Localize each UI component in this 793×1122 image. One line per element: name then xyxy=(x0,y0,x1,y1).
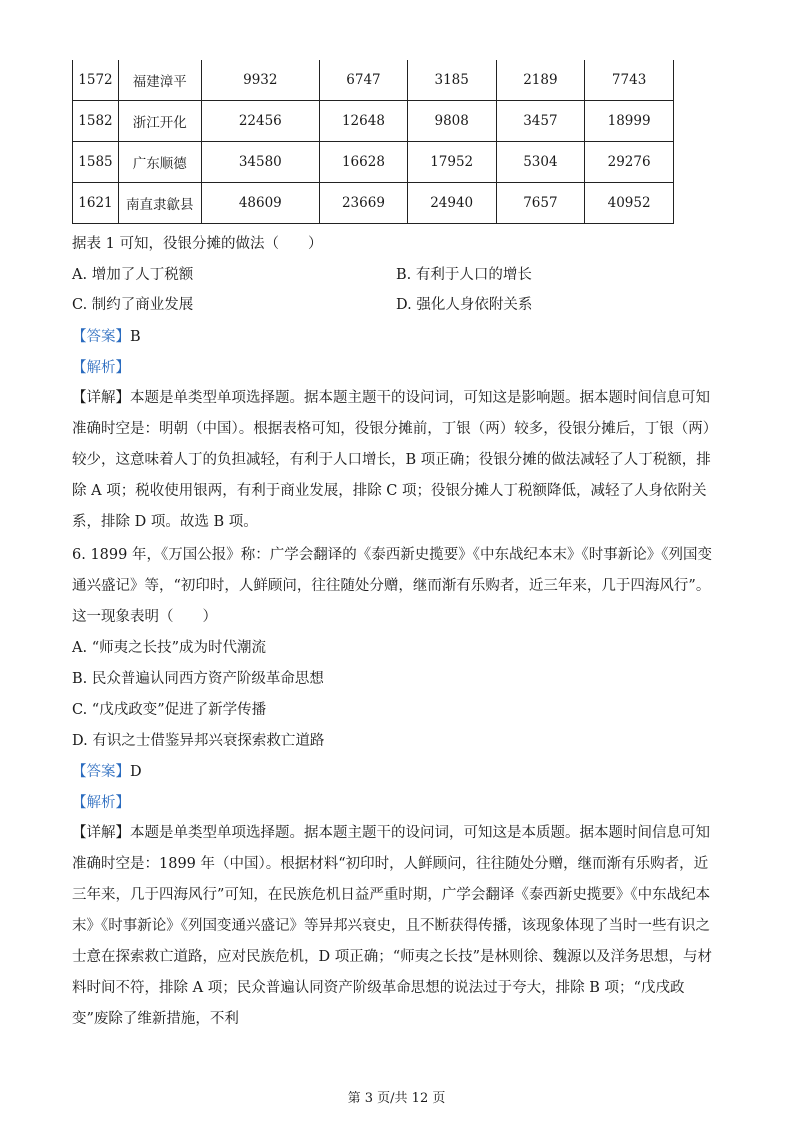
table-cell: 48609 xyxy=(201,183,320,224)
q5-stem: 据表 1 可知，役银分摊的做法（ ） xyxy=(72,236,323,252)
table-cell: 广东顺德 xyxy=(118,142,201,183)
table-cell: 40952 xyxy=(585,183,674,224)
page-footer: 第 3 页/共 12 页 xyxy=(347,1091,446,1106)
table-cell: 1621 xyxy=(73,183,119,224)
table-cell: 浙江开化 xyxy=(118,101,201,142)
table-row xyxy=(73,142,674,183)
detail-text: 本题是单类型单项选择题。据本题主题干的设问词，可知这是影响题。据本题时间信息可知准确时空是：明朝（中国）。根据表格可知，役银分摊前，丁银（两）较多，役银分摊后，丁银（两）较少，这意味着人丁的负担减轻，有利于人口增长，B 项正确；役银分摊的做法减轻了人丁税额，排除 A 项；税收使用银两，有利于商业发展，排除 C 项；役银分摊人丁税额降低，减轻了人身依附关系，排除 D 项。故选 B 项。 xyxy=(72,390,718,530)
q5-option-c: C. 制约了商业发展 xyxy=(72,297,194,313)
table-cell: 1572 xyxy=(73,60,119,101)
detail-text: 本题是单类型单项选择题。据本题主题干的设问词，可知这是本质题。据本题时间信息可知准确时空是：1899 年（中国）。根据材料“初印时，人鲜顾问，往往随处分赠，继而渐有乐购者，近三年来，几于四海风行”可知，在民族危机日益严重时期，广学会翻译《泰西新史揽要》《中东战纪本末》《时事新论》《列国变通兴盛记》等异邦兴衰史，且不断获得传播，该现象体现了当时一些有识之士意在探索救亡道路，应对民族危机，D 项正确；“师夷之长技”是林则徐、魏源以及洋务思想，与材料时间不符，排除 A 项；民众普遍认同资产阶级革命思想的说法过于夸大，排除 B 项；“戊戌政变”废除了维新措施，不利 xyxy=(72,825,713,1027)
answer-tag: 【答案】 xyxy=(72,764,130,780)
table-cell: 34580 xyxy=(201,142,320,183)
table-cell: 24940 xyxy=(407,183,496,224)
q6-option-d: D. 有识之士借鉴异邦兴衰探索救亡道路 xyxy=(72,733,325,749)
detail-tag: 【详解】 xyxy=(72,825,130,841)
table-cell: 12648 xyxy=(320,101,408,142)
table-cell: 17952 xyxy=(407,142,496,183)
table-cell: 9932 xyxy=(201,60,320,101)
answer-tag: 【答案】 xyxy=(72,329,130,345)
table-cell: 2189 xyxy=(496,60,585,101)
q6-option-a: A. “师夷之长技”成为时代潮流 xyxy=(72,640,267,656)
q6-stem: 6. 1899 年，《万国公报》称：广学会翻译的《泰西新史揽要》《中东战纪本末》《时事新论》《列国变通兴盛记》等，“初印时，人鲜顾问，往往随处分赠，继而渐有乐购者，近三年来，几于四海风行”。这一现象表明（ ） xyxy=(72,547,712,625)
q5-option-b: B. 有利于人口的增长 xyxy=(396,267,532,283)
analysis-tag: 【解析】 xyxy=(72,360,130,376)
q5-option-a: A. 增加了人丁税额 xyxy=(72,267,194,283)
detail-tag: 【详解】 xyxy=(72,390,130,406)
table-row xyxy=(73,60,674,101)
table-cell: 9808 xyxy=(407,101,496,142)
analysis-tag: 【解析】 xyxy=(72,795,130,811)
q6-answer xyxy=(72,762,142,782)
table-cell: 22456 xyxy=(201,101,320,142)
table-cell: 1582 xyxy=(73,101,119,142)
table-row xyxy=(73,101,674,142)
table-cell: 7657 xyxy=(496,183,585,224)
table-cell: 南直隶歙县 xyxy=(118,183,201,224)
table-cell: 23669 xyxy=(320,183,408,224)
table-cell: 3185 xyxy=(407,60,496,101)
table-cell: 18999 xyxy=(585,101,674,142)
q6-option-b: B. 民众普遍认同西方资产阶级革命思想 xyxy=(72,671,324,687)
table-row xyxy=(73,183,674,224)
table-cell: 6747 xyxy=(320,60,408,101)
q5-detail xyxy=(72,383,720,538)
data-table xyxy=(72,60,674,224)
table-cell: 16628 xyxy=(320,142,408,183)
q6-option-c: C. “戊戌政变”促进了新学传播 xyxy=(72,702,267,718)
q5-option-d: D. 强化人身依附关系 xyxy=(396,297,533,313)
q6-analysis-tag xyxy=(72,793,130,813)
table-cell: 福建漳平 xyxy=(118,60,201,101)
answer-value: D xyxy=(130,764,142,780)
table-cell: 7743 xyxy=(585,60,674,101)
table-cell: 29276 xyxy=(585,142,674,183)
table-cell: 3457 xyxy=(496,101,585,142)
q5-answer xyxy=(72,327,141,347)
table-cell: 1585 xyxy=(73,142,119,183)
q5-analysis-tag xyxy=(72,358,130,378)
answer-value: B xyxy=(130,329,141,345)
q6-detail xyxy=(72,818,720,1035)
table-cell: 5304 xyxy=(496,142,585,183)
